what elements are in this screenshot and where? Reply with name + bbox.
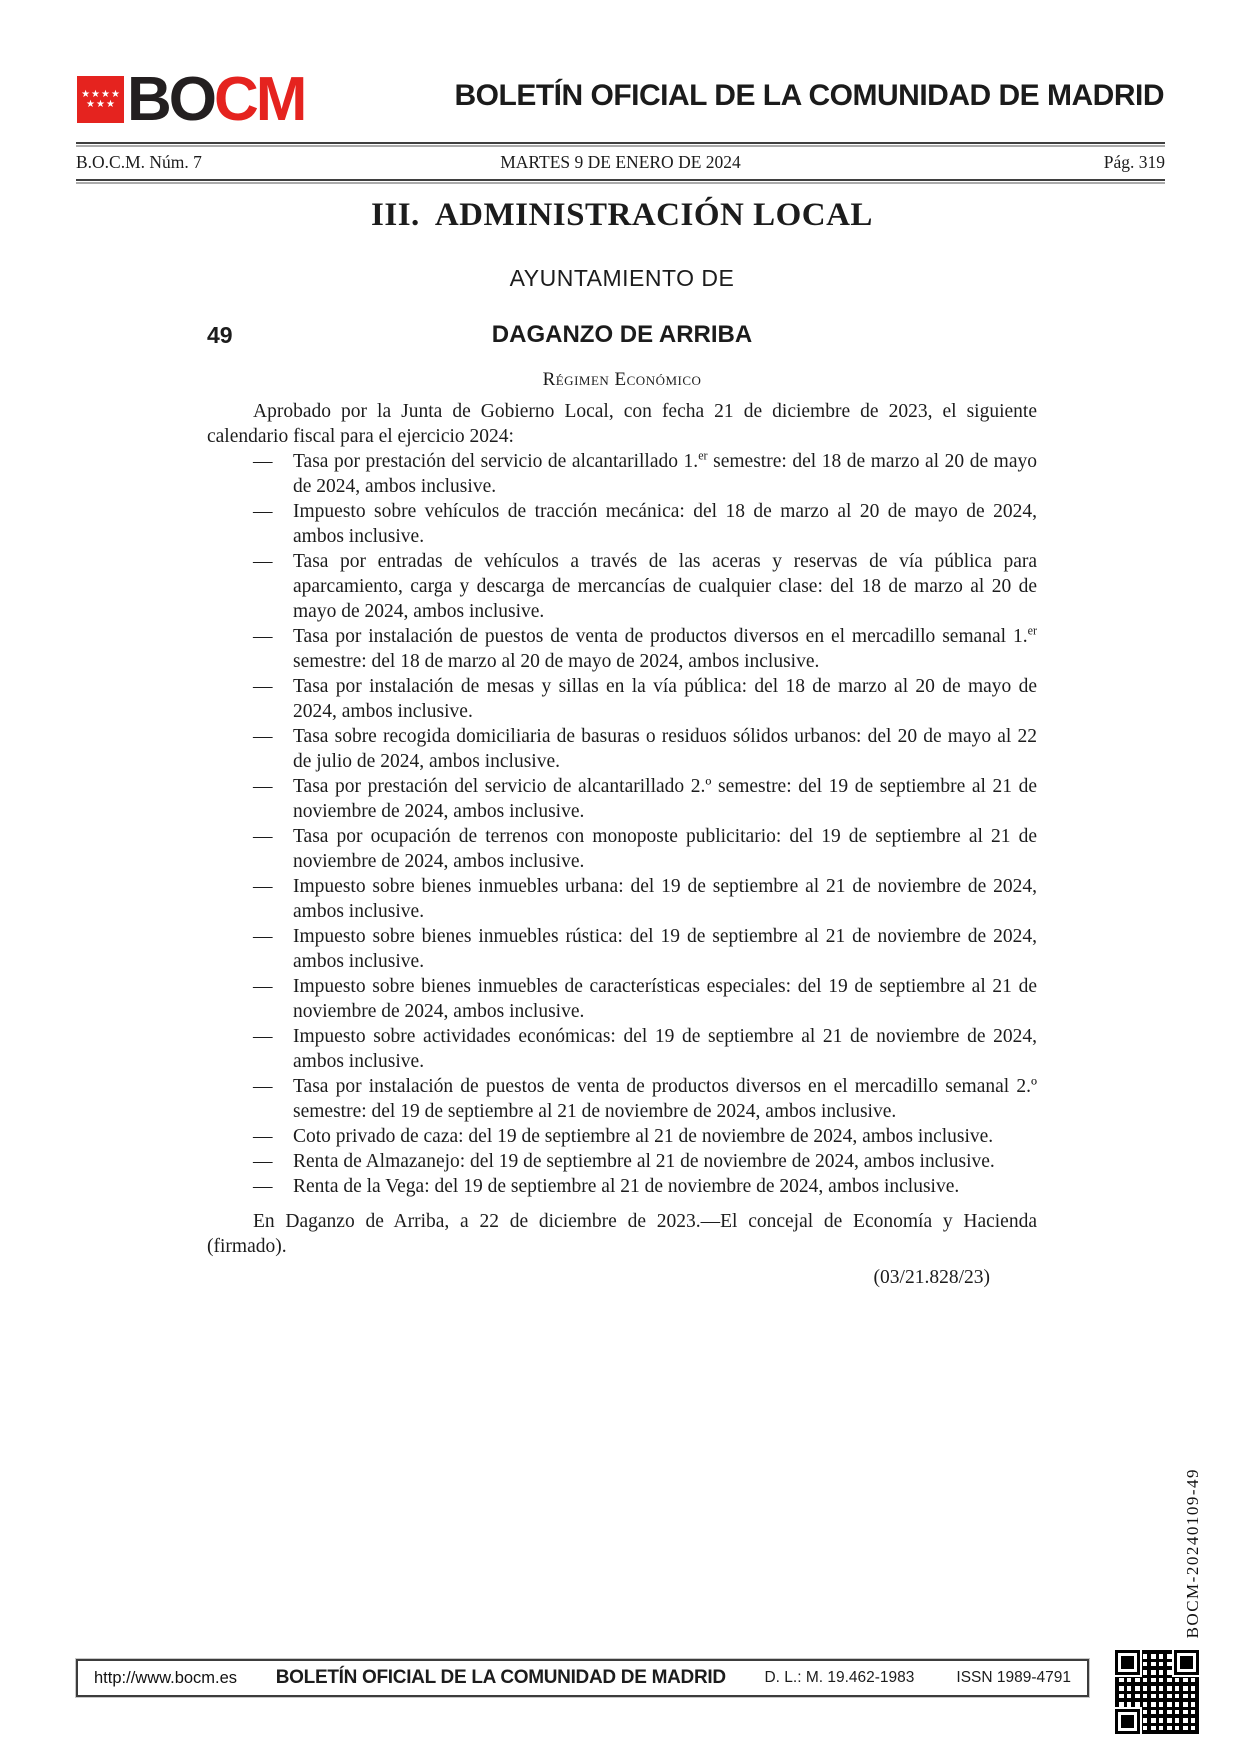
list-dash: — (253, 1176, 273, 1197)
logo-text-bo: BO (127, 65, 214, 134)
legal-deposit: D. L.: M. 19.462-1983 (764, 1669, 915, 1686)
section-title (207, 195, 1037, 235)
fiscal-calendar-list (207, 449, 1037, 1199)
qr-finder-top-left (1115, 1650, 1140, 1675)
municipality-heading-row (207, 321, 1037, 349)
bocm-url-link[interactable]: http://www.bocm.es (94, 1668, 238, 1687)
footer-bulletin-title: BOLETÍN OFICIAL DE LA COMUNIDAD DE MADRID (275, 1667, 726, 1688)
fiscal-calendar-item: — Tasa por entradas de vehículos a través de las aceras y reservas de vía pública para aparcamiento, carga y descarga de mercancías de cualquier clase: del 18 de marzo al 20 de mayo de 2024, ambos inclusive. (253, 551, 1037, 622)
municipality-name: DAGANZO DE ARRIBA (491, 321, 753, 348)
page-number: Pág. 319 (1103, 152, 1166, 172)
fiscal-calendar-item: — Tasa por instalación de puestos de venta de productos diversos en el mercadillo semanal 2.º semestre: del 19 de septiembre al 21 de noviembre de 2024, ambos inclusive. (253, 1076, 1037, 1122)
fiscal-calendar-item: — Impuesto sobre bienes inmuebles urbana: del 19 de septiembre al 21 de noviembre de 2024, ambos inclusive. (253, 876, 1037, 922)
madrid-flag-icon (77, 76, 124, 123)
fiscal-calendar-item: — Tasa por ocupación de terrenos con monoposte publicitario: del 19 de septiembre al 21 de noviembre de 2024, ambos inclusive. (253, 826, 1037, 872)
list-dash: — (253, 551, 273, 572)
fiscal-calendar-item: — Tasa por instalación de puestos de venta de productos diversos en el mercadillo semanal 1.$^{er}$ semestre: del 18 de marzo al 20 de mayo de 2024, ambos inclusive. (253, 623, 1037, 672)
list-dash: — (253, 1126, 273, 1147)
fiscal-calendar-item: — Coto privado de caza: del 19 de septiembre al 21 de noviembre de 2024, ambos inclusive. (253, 1126, 994, 1147)
footer-box (76, 1659, 1089, 1697)
qr-finder-top-right (1174, 1650, 1199, 1675)
bocm-logo (77, 65, 305, 134)
qr-finder-bottom-left (1115, 1709, 1140, 1734)
section-name: ADMINISTRACIÓN LOCAL (434, 197, 873, 233)
list-dash: — (253, 1151, 273, 1172)
fiscal-calendar-item: — Tasa sobre recogida domiciliaria de basuras o residuos sólidos urbanos: del 20 de mayo al 22 de julio de 2024, ambos inclusive. (253, 726, 1037, 772)
page-header (0, 0, 1241, 181)
fiscal-calendar-item: — Impuesto sobre actividades económicas: del 19 de septiembre al 21 de noviembre de 2024, ambos inclusive. (253, 1026, 1037, 1072)
header-banner (0, 0, 1241, 134)
fiscal-calendar-item: — Tasa por prestación del servicio de alcantarillado 2.º semestre: del 19 de septiembre al 21 de noviembre de 2024, ambos inclusive. (253, 776, 1037, 822)
fiscal-calendar-item: — Impuesto sobre bienes inmuebles rústica: del 19 de septiembre al 21 de noviembre de 2024, ambos inclusive. (253, 926, 1037, 972)
bocm-logo-text (127, 65, 305, 134)
logo-text-cm: CM (214, 65, 305, 134)
list-dash: — (253, 451, 273, 472)
flag-stars-row1: ★★★★ (81, 88, 121, 100)
reference-code: (03/21.828/23) (873, 1267, 990, 1288)
header-rule-bottom (76, 179, 1165, 181)
sidebar-document-code: BOCM-20240109-49 (1183, 1467, 1202, 1638)
article-body (207, 195, 1037, 1290)
flag-stars-row2: ★★★ (86, 98, 116, 110)
qr-code (1115, 1650, 1199, 1734)
list-dash: — (253, 976, 273, 997)
issue-date: MARTES 9 DE ENERO DE 2024 (500, 152, 741, 172)
list-dash: — (253, 876, 273, 897)
list-dash: — (253, 926, 273, 947)
list-dash: — (253, 776, 273, 797)
issue-number: B.O.C.M. Núm. 7 (76, 152, 202, 172)
header-meta-row (76, 144, 1165, 179)
fiscal-calendar-item: — Impuesto sobre vehículos de tracción mecánica: del 18 de marzo al 20 de mayo de 2024, ambos inclusive. (253, 501, 1037, 547)
issn-number: ISSN 1989-4791 (956, 1669, 1071, 1686)
list-dash: — (253, 726, 273, 747)
fiscal-calendar-item: — Renta de la Vega: del 19 de septiembre al 21 de noviembre de 2024, ambos inclusive. (253, 1176, 960, 1197)
fiscal-calendar-item: — Tasa por instalación de mesas y sillas en la vía pública: del 18 de marzo al 20 de mayo de 2024, ambos inclusive. (253, 676, 1037, 722)
list-dash: — (253, 676, 273, 697)
closing-paragraph: En Daganzo de Arriba, a 22 de diciembre de 2023.—El concejal de Economía y Hacienda (firmado). (207, 1211, 1037, 1257)
subject-heading: Régimen Económico (542, 369, 702, 390)
entity-type-heading: AYUNTAMIENTO DE (509, 265, 735, 291)
list-dash: — (253, 626, 273, 647)
intro-paragraph: Aprobado por la Junta de Gobierno Local, con fecha 21 de diciembre de 2023, el siguiente calendario fiscal para el ejercicio 2024: (207, 401, 1037, 447)
list-dash: — (253, 826, 273, 847)
list-dash: — (253, 1076, 273, 1097)
announcement-number: 49 (207, 322, 233, 348)
list-dash: — (253, 1026, 273, 1047)
bulletin-title: BOLETÍN OFICIAL DE LA COMUNIDAD DE MADRID (454, 79, 1164, 112)
fiscal-calendar-item: — Tasa por prestación del servicio de alcantarillado 1.$^{er}$ semestre: del 18 de marzo al 20 de mayo de 2024, ambos inclusive. (253, 448, 1038, 497)
section-number: III. (371, 197, 420, 233)
fiscal-calendar-item: — Renta de Almazanejo: del 19 de septiembre al 21 de noviembre de 2024, ambos inclusive. (253, 1151, 995, 1172)
list-dash: — (253, 501, 273, 522)
fiscal-calendar-item: — Impuesto sobre bienes inmuebles de características especiales: del 19 de septiembre al 21 de noviembre de 2024, ambos inclusive. (253, 976, 1037, 1022)
